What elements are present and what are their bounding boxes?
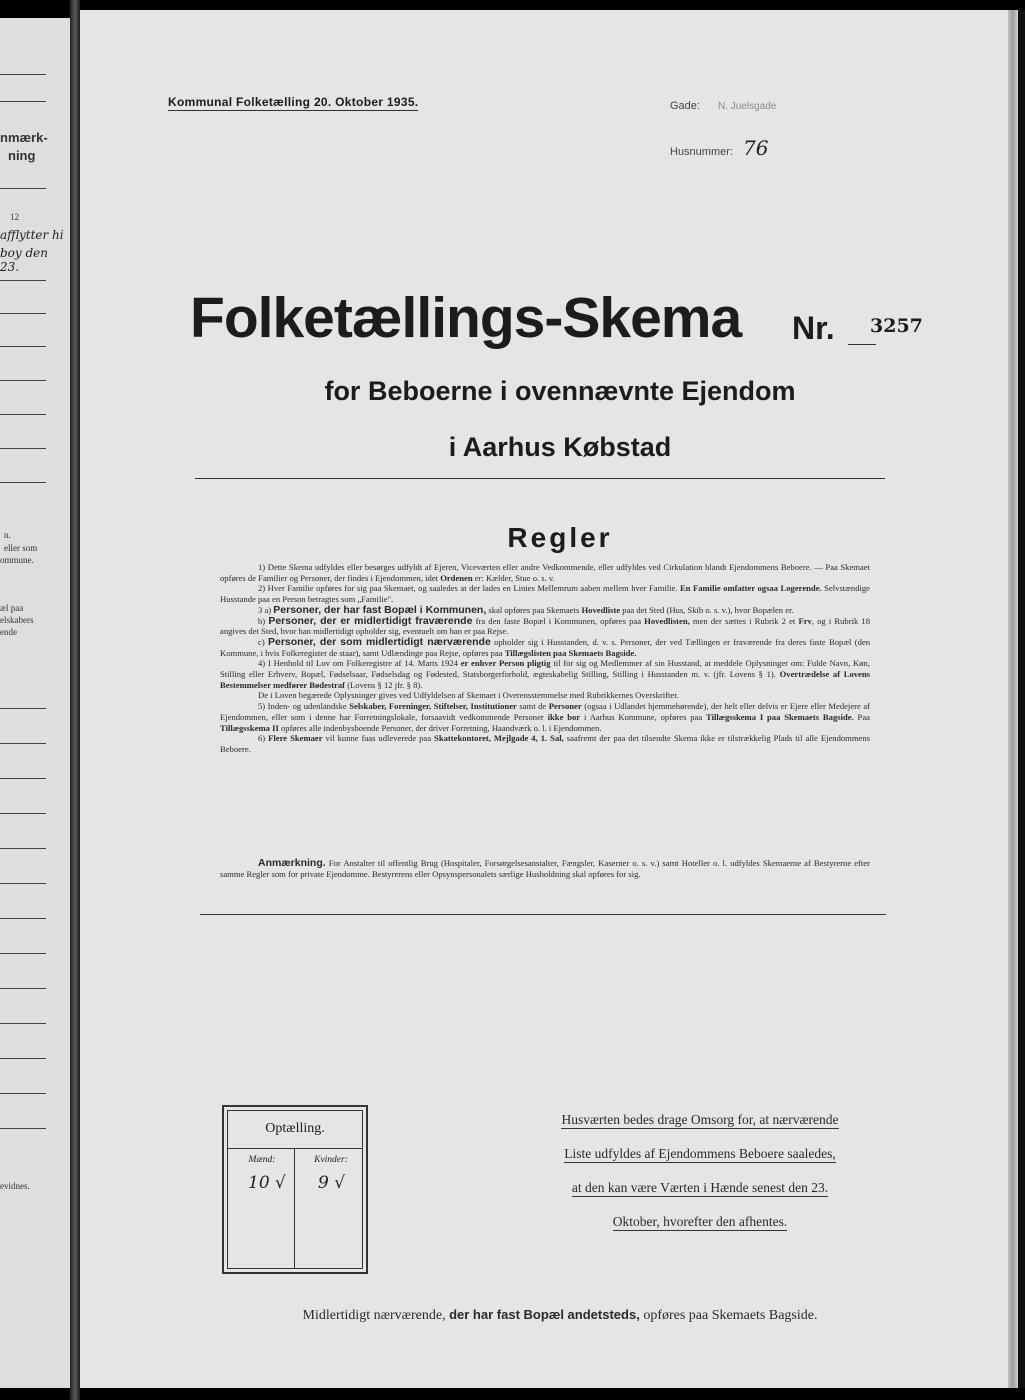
- book-spine: [70, 0, 80, 1400]
- scan-border: [1018, 10, 1025, 1388]
- ruled-line: [0, 743, 46, 744]
- count-divider: [228, 1148, 362, 1149]
- form-number-label: Nr.: [792, 310, 835, 346]
- notice-line: Oktober, hvorefter den afhentes.: [612, 1214, 788, 1229]
- street-field: [670, 96, 776, 114]
- text-fragment: elskabers: [0, 615, 34, 625]
- census-title: Kommunal Folketælling 20. Oktober 1935.: [168, 95, 419, 109]
- divider: [195, 478, 885, 479]
- ruled-line: [0, 188, 46, 189]
- street-label: Gade:: [670, 100, 700, 112]
- landlord-notice: [520, 1110, 880, 1246]
- left-heading: nmærk-: [0, 130, 48, 145]
- handwritten-note: afflytter hi: [0, 228, 64, 242]
- ruled-line: [0, 482, 46, 483]
- ruled-line: [0, 953, 46, 954]
- men-count: 10 √: [248, 1173, 286, 1193]
- footer-text: Midlertidigt nærværende,: [302, 1308, 450, 1323]
- form-subtitle-city: i Aarhus Købstad: [448, 432, 672, 462]
- women-count: 9 √: [318, 1173, 346, 1193]
- ruled-line: [0, 346, 46, 347]
- women-label: Kvinder:: [314, 1155, 348, 1165]
- text-fragment: ende: [0, 627, 17, 637]
- count-title: Optælling.: [265, 1121, 325, 1136]
- ruled-line: [0, 1023, 46, 1024]
- page-edge: [1008, 10, 1018, 1388]
- footer-note: [200, 1307, 920, 1324]
- ruled-line: [0, 74, 46, 75]
- count-box: [222, 1105, 368, 1274]
- rule-4: 4) I Henhold til Lov om Folkeregistre af 14. Marts 1924 er enhver Person pligtig til for sig og Medlemmer af sin Husstand, at meddele Oplysninger om: Fulde Navn, Køn, Stilling eller Erhverv, Bopæl, Fødselsaar, Fødselsdag og Fødested, Statsborgerforhold, ægteskabelig Stilling, Stilling i Husstanden m. v. (jfr. Lovens § 1). Overtrædelse af Lovens Bestemmelser medfører Bødestraf (Lovens § 12 jfr. § 8).: [220, 658, 870, 690]
- previous-page-fragment: [0, 18, 70, 1388]
- rule-5: 5) Inden- og udenlandske Selskaber, Foreninger, Stiftelser, Institutioner samt de Personer (ogsaa i Udlandet hjemmehørende), der helt eller delvis er Ejere eller Medejere af Ejendommen, eller som i denne har Forretningslokale, forsaavidt vedkommende Personer ikke bor i Aarhus Kommune, opføres paa Tillægsskema I paa Skemaets Bagside. Paa Tillægsskema II opføres alle indenbysboende Personer, der driver Forretning, Haandværk o. l. i Ejendommen.: [220, 701, 871, 733]
- ruled-line: [0, 280, 46, 281]
- count-box-inner: [227, 1110, 363, 1269]
- rule-3b: b) Personer, der er midlertidigt fraværende fra den faste Bopæl i Kommunen, opføres paa Hovedlisten, men der sættes i Rubrik 2 et Frv, og i Rubrik 18 angives det Sted, hvor han midlertidigt opholder sig, eventuelt om han er paa Rejse.: [220, 614, 871, 637]
- street-value: N. Juelsgade: [717, 101, 777, 112]
- ruled-line: [0, 448, 46, 449]
- text-fragment: æl paa: [0, 603, 24, 613]
- rule-4-note: De i Loven begærede Oplysninger gives ved Udfyldelsen af Skemaet i Overensstemmelse med Rubrikkernes Overskrifter.: [258, 690, 679, 701]
- rule-1: 1) Dette Skema udfyldes eller besørges udfyldt af Ejeren, Viceværten eller andre Vedkommende, eller udfyldes ved Cirkulation blandt Ejendommens Beboere. — Paa Skemaet opføres de Familier og Personer, der findes i Ejendommen, idet Ordenen er: Kælder, Stue o. s. v.: [220, 562, 870, 583]
- ruled-line: [0, 813, 46, 814]
- rules-text: [220, 562, 870, 755]
- ruled-line: [0, 414, 46, 415]
- rule-3c: c) Personer, der som midlertidigt nærværende opholder sig i Husstanden, d. v. s. Personer, der ved Tællingen er fraværende fra deres faste Bopæl (den Kommune, i hvis Folkeregister de staar), samt Udlændinge paa Rejse, opføres paa Tillægslisten paa Skemaets Bagside.: [220, 635, 871, 658]
- form-subtitle: for Beboerne i ovennævnte Ejendom: [324, 376, 796, 406]
- house-number-label: Husnummer:: [670, 146, 733, 158]
- form-number-value: 3257: [870, 315, 923, 337]
- text-fragment: n.: [4, 530, 11, 540]
- text-fragment: evidnes.: [0, 1181, 30, 1191]
- notice-line: Liste udfyldes af Ejendommens Beboere saaledes,: [564, 1146, 836, 1161]
- census-form-page: [80, 10, 1008, 1388]
- remark-label: Anmærkning.: [258, 857, 326, 869]
- footer-emphasis: der har fast Bopæl andetsteds,: [449, 1307, 640, 1322]
- rule-3a: 3 a) Personer, der har fast Bopæl i Kommunen, skal opføres paa Skemaets Hovedliste paa det Sted (Hus, Skib o. s. v.), hvor Bopælen er.: [258, 603, 794, 616]
- ruled-line: [0, 313, 46, 314]
- remark-text: [220, 858, 870, 879]
- ruled-line: [0, 101, 46, 102]
- ruled-line: [0, 1058, 46, 1059]
- notice-line: at den kan være Værten i Hænde senest den 23.: [571, 1180, 829, 1195]
- ruled-line: [0, 708, 46, 709]
- form-number-underline: [848, 344, 876, 345]
- ruled-line: [0, 778, 46, 779]
- men-label: Mænd:: [248, 1155, 276, 1165]
- rules-heading: Regler: [507, 522, 613, 553]
- left-heading: ning: [8, 148, 36, 163]
- ruled-line: [0, 918, 46, 919]
- notice-line: Husværten bedes drage Omsorg for, at nærværende: [561, 1112, 839, 1127]
- text-fragment: ommune.: [0, 555, 34, 565]
- ruled-line: [0, 883, 46, 884]
- ruled-line: [0, 380, 46, 381]
- house-number-value: 76: [742, 136, 769, 160]
- rule-2: 2) Hver Familie opføres for sig paa Skemaet, og saaledes at der lades en Linies Mellemrum aaben mellem hver Familie. En Familie omfatter ogsaa Logerende. Selvstændige Husstande paa en Person betragtes som „Familie".: [220, 583, 870, 605]
- ruled-line: [0, 1128, 46, 1129]
- column-number: 12: [10, 212, 19, 222]
- count-column-divider: [294, 1148, 295, 1268]
- footer-text: opføres paa Skemaets Bagside.: [639, 1308, 818, 1323]
- handwritten-note: boy den 23.: [0, 246, 49, 274]
- remark-body: For Anstalter til offentlig Brug (Hospitaler, Forsørgelsesanstalter, Fængsler, Kaserner o. s. v.) samt Hoteller o. l. udfyldes Skemaerne af Bestyrerne efter samme Regler som for private Ejendomme. Bestyrerens eller Opsynspersonalets særlige Husholdning skal opføres for sig.: [220, 858, 870, 879]
- ruled-line: [0, 848, 46, 849]
- divider: [200, 914, 886, 915]
- form-title: Folketællings-Skema: [190, 286, 742, 350]
- text-fragment: eller som: [4, 543, 38, 553]
- house-number-field: [670, 136, 768, 160]
- rule-6: 6) Flere Skemaer vil kunne faas udleverede paa Skattekontoret, Mejlgade 4, 1. Sal, saafremt der paa det tilsendte Skema ikke er tilstrækkelig Plads til alle Ejendommens Beboere.: [220, 733, 871, 754]
- ruled-line: [0, 1093, 46, 1094]
- ruled-line: [0, 988, 46, 989]
